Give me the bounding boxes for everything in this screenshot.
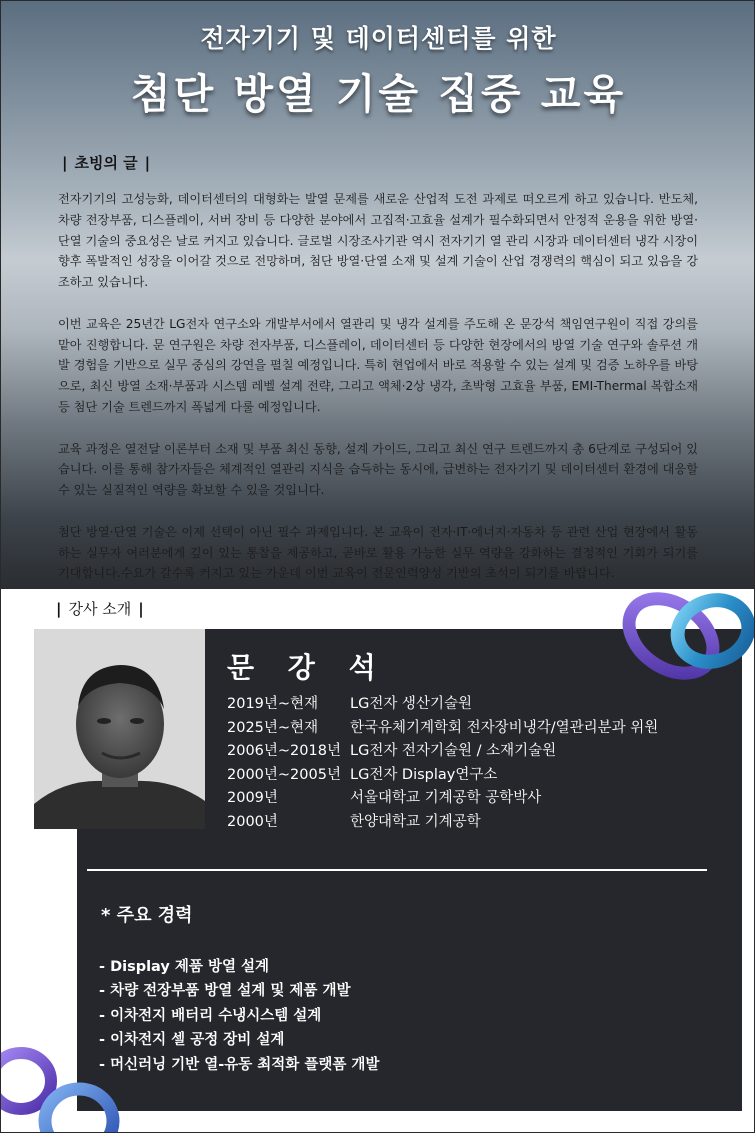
intro-paragraph: 교육 과정은 열전달 이론부터 소재 및 부품 최신 동향, 설계 가이드, 그리고 최신 연구 트렌드까지 총 6단계로 구성되어 있습니다. 이를 통해 참가자들은 체계적인 열관리 지식을 습득하는 동시에, 급변하는 전자기기 및 데이터센터 환경에 대응할 수 있는 실질적인 역량을 확보할 수 있을 것입니다. — [58, 441, 698, 498]
invitation-section — [1, 1, 755, 589]
lecturer-label: | 강사 소개 | — [56, 600, 144, 618]
career-row — [227, 785, 658, 809]
career-desc: 한양대학교 기계공학 — [350, 813, 481, 830]
experience-item: - 차량 전장부품 방열 설계 및 제품 개발 — [99, 983, 351, 1000]
intro-paragraph: 전자기기의 고성능화, 데이터센터의 대형화는 발열 문제를 새로운 산업적 도전 과제로 떠오르게 하고 있습니다. 반도체, 차량 전장부품, 디스플레이, 서버 장비 등 다양한 분야에서 고집적·고효율 설계가 필수화되면서 안정적 운용을 위한 방열·단열 기술의 중요성은 날로 커지고 있습니다. 글로벌 시장조사기관 역시 전자기기 열 관리 시장과 데이터센터 냉각 시장이 향후 폭발적인 성장을 이어갈 것으로 전망하며, 첨단 방열·단열 소재 및 설계 기술이 산업 경쟁력의 핵심이 되고 있음을 강조하고 있습니다. — [58, 192, 698, 290]
lecturer-photo — [34, 629, 205, 829]
experience-item: - 이차전지 셀 공정 장비 설계 — [99, 1032, 285, 1049]
career-row — [227, 691, 658, 715]
ring-decoration-bottom — [1, 1041, 131, 1133]
career-period: 2025년~현재 — [227, 719, 319, 736]
experience-list — [99, 953, 379, 1076]
lecturer-name: 문 강 석 — [227, 651, 388, 684]
career-row — [227, 715, 658, 739]
career-desc: 서울대학교 기계공학 공학박사 — [350, 790, 542, 807]
invitation-label-text: 초빙의 글 — [74, 154, 138, 172]
career-desc: 한국유체기계학회 전자장비냉각/열관리분과 위원 — [350, 719, 659, 736]
experience-item: - 머신러닝 기반 열-유동 최적화 플랫폼 개발 — [99, 1056, 380, 1073]
career-period: 2000년~2005년 — [227, 766, 341, 783]
ring-decoration-top — [601, 586, 755, 696]
career-period: 2000년 — [227, 813, 278, 830]
intro-paragraph: 첨단 방열·단열 기술은 이제 선택이 아닌 필수 과제입니다. 본 교육이 전자·IT·에너지·자동차 등 관련 산업 현장에서 활동하는 실무자 여러분에게 깊이 있는 통찰을 제공하고, 곧바로 활용 가능한 실무 역량을 강화하는 결정적인 기회가 되기를 기대합니다.수요가 갈수록 커지고 있는 가운데 이번 교육이 전문인력양성 기반의 초석이 되기를 바랍니다. — [58, 524, 698, 581]
career-list — [227, 691, 658, 832]
invitation-body — [58, 189, 698, 605]
career-period: 2019년~현재 — [227, 696, 319, 713]
career-desc: LG전자 Display연구소 — [350, 766, 498, 783]
experience-item: - Display 제품 방열 설계 — [99, 958, 270, 975]
career-row — [227, 762, 658, 786]
career-desc: LG전자 생산기술원 — [350, 696, 472, 713]
career-period: 2009년 — [227, 790, 278, 807]
portrait-illustration — [34, 629, 205, 829]
career-row — [227, 809, 658, 833]
career-period: 2006년~2018년 — [227, 743, 341, 760]
career-desc: LG전자 전자기술원 / 소재기술원 — [350, 743, 557, 760]
header-subtitle: 전자기기 및 데이터센터를 위한 — [200, 24, 557, 53]
experience-item: - 이차전지 배터리 수냉시스템 설계 — [99, 1007, 322, 1024]
career-row — [227, 738, 658, 762]
experience-heading: * 주요 경력 — [101, 905, 193, 926]
section-divider — [87, 869, 707, 871]
lecturer-label-text: 강사 소개 — [68, 600, 132, 618]
invitation-label: | 초빙의 글 | — [62, 154, 151, 172]
header-title: 첨단 방열 기술 집중 교육 — [130, 70, 627, 118]
intro-paragraph: 이번 교육은 25년간 LG전자 연구소와 개발부서에서 열관리 및 냉각 설계를 주도해 온 문강석 책임연구원이 직접 강의를 맡아 진행합니다. 문 연구원은 차량 전자부품, 디스플레이, 데이터센터 등 다양한 현장에서의 방열 기술 연구와 솔루션 개발 경험을 기반으로 실무 중심의 강연을 펼칠 예정입니다. 특히 현업에서 바로 적용할 수 있는 설계 및 검증 노하우를 바탕으로, 최신 방열 소재·부품과 시스템 레벨 설계 전략, 그리고 액체·2상 냉각, 초박형 고효율 부품, EMI-Thermal 복합소재 등 첨단 기술 트렌드까지 폭넓게 다룰 예정입니다. — [58, 316, 698, 414]
